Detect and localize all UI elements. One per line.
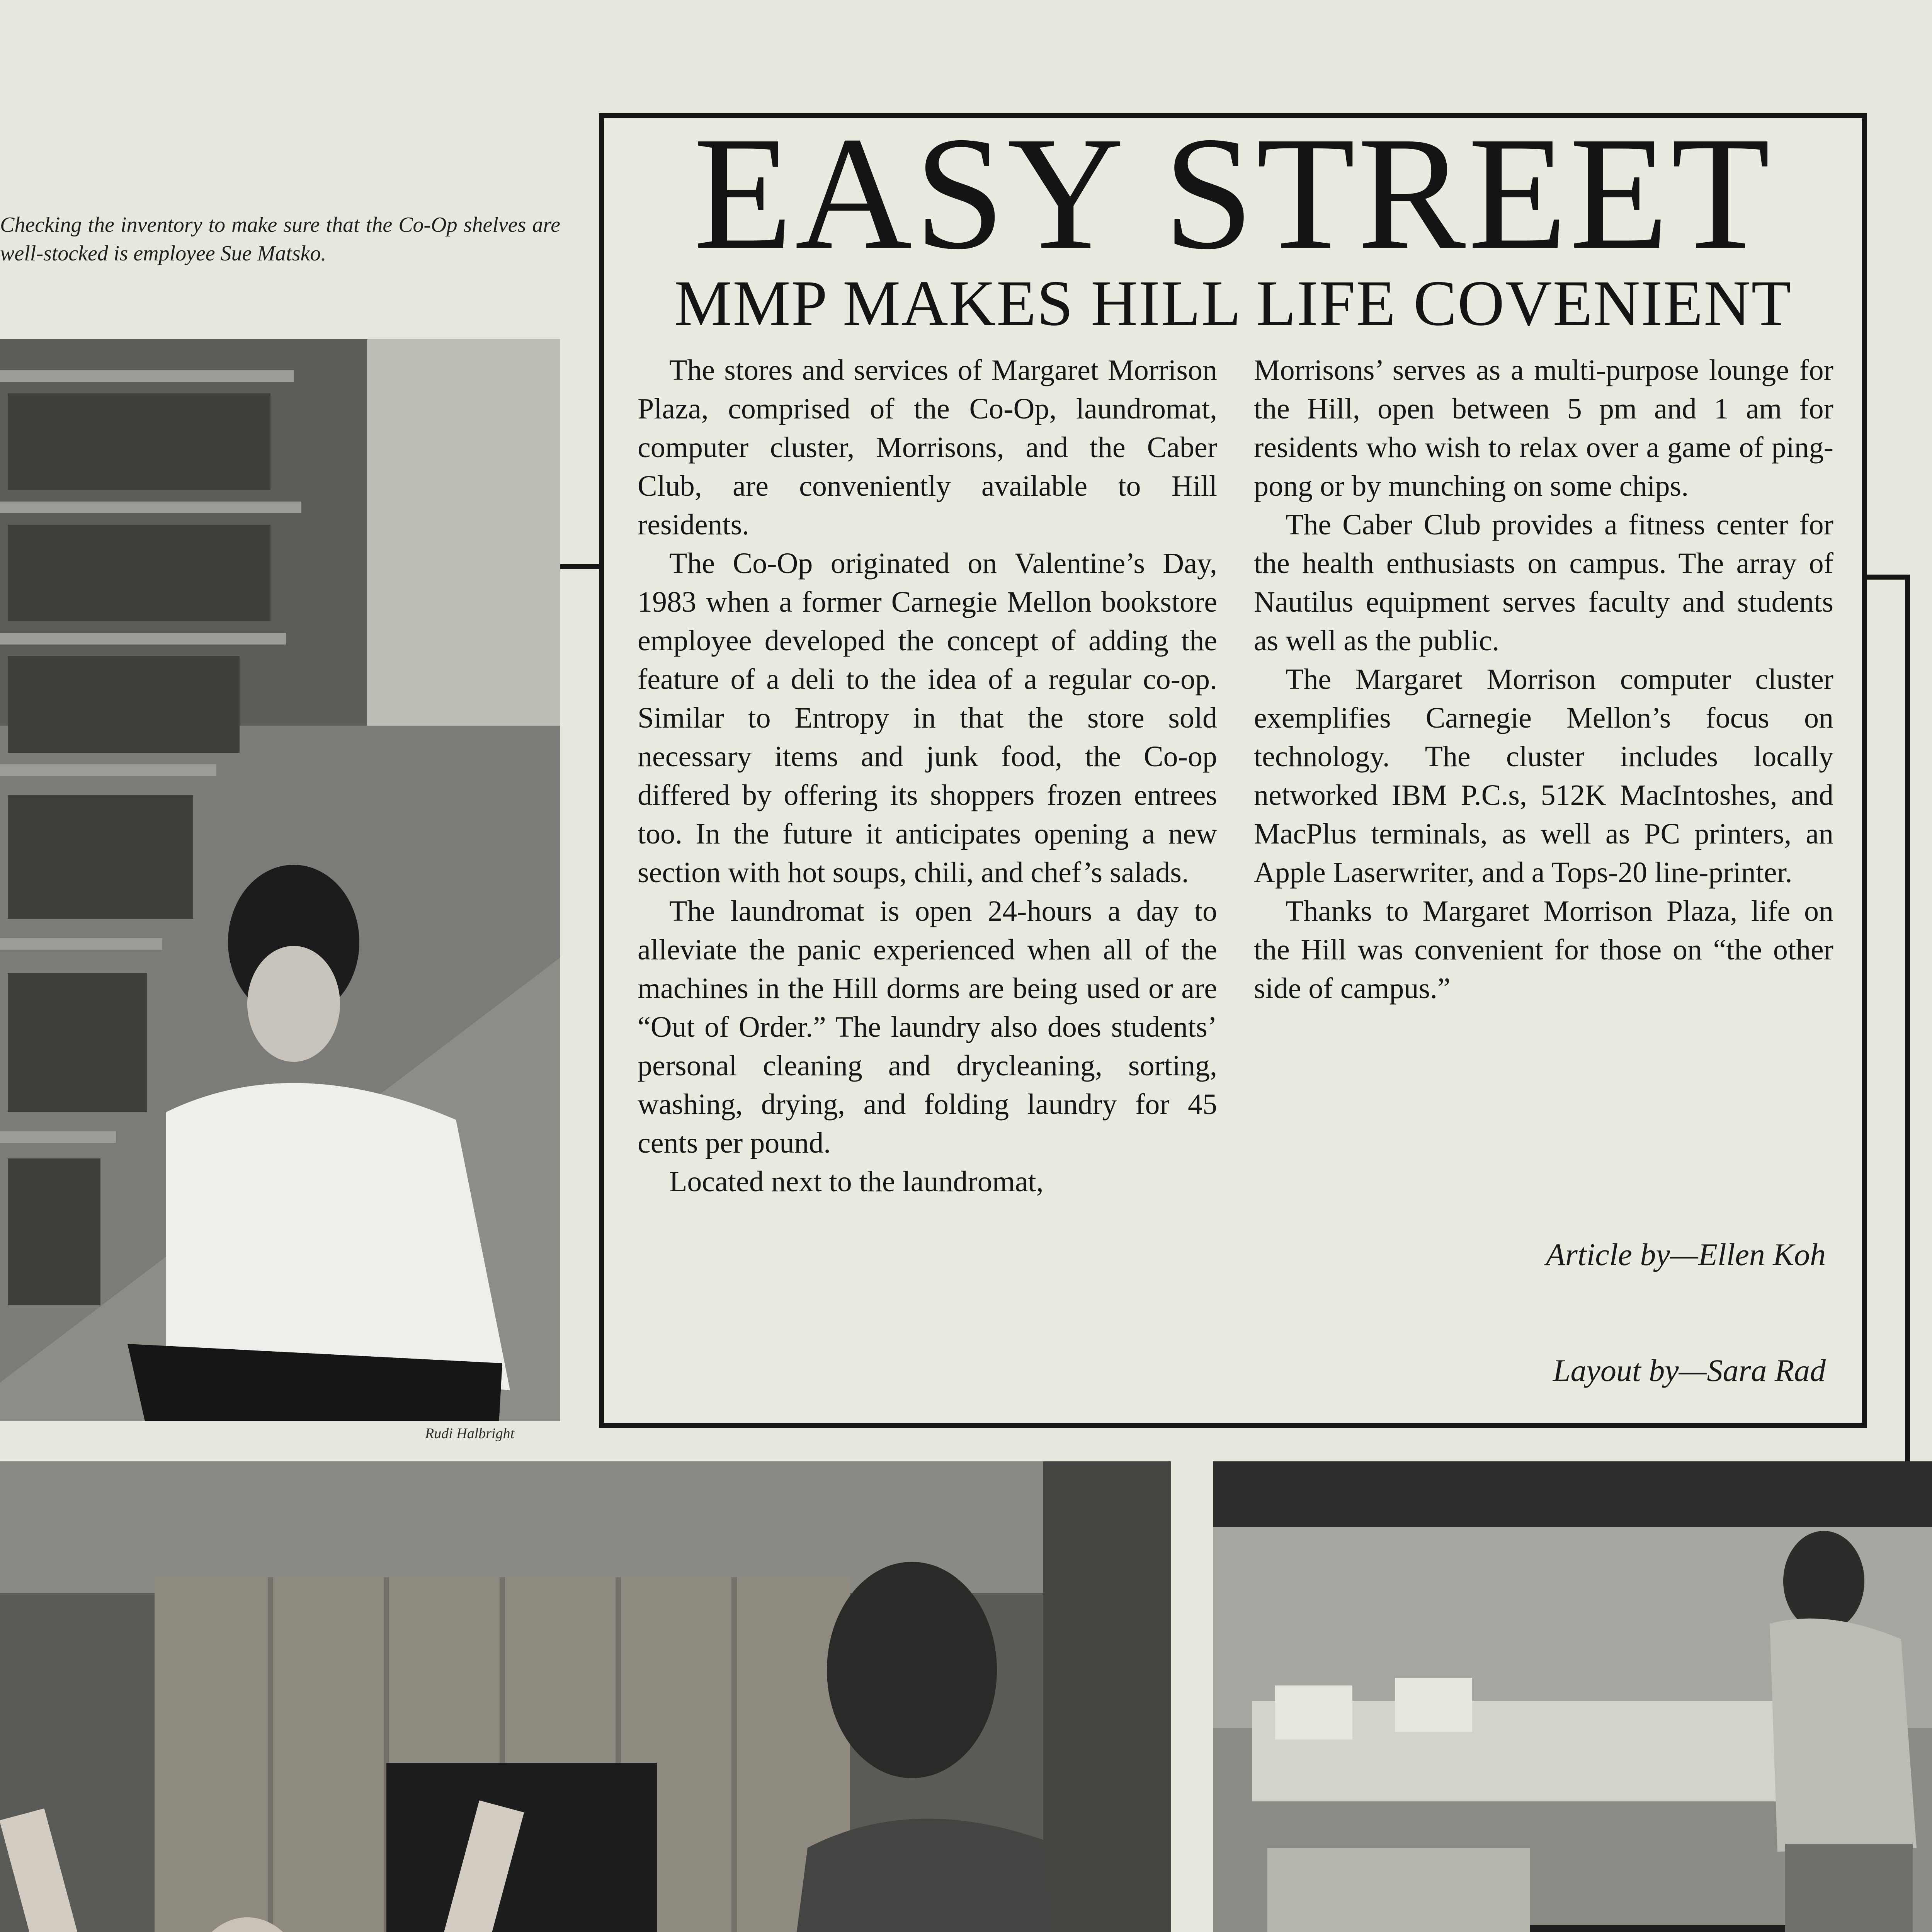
article-paragraph: The laundromat is open 24-hours a day to alleviate the panic experienced when all of the machines in the Hill dorms are being used or are “Out of Order.” The laundry also does students’ personal cleaning and drycleaning, sorting, washing, drying, and folding laundry for 45 cents per pound. [638, 895, 1217, 1159]
box-connector-right-vertical [1905, 575, 1910, 1463]
laundry-photo [1213, 1461, 1932, 1932]
box-connector-left [560, 564, 599, 569]
layout-byline: Layout by—Sara Rad [1553, 1353, 1826, 1388]
article-paragraph: The stores and services of Margaret Morrison Plaza, comprised of the Co-Op, laundromat, computer cluster, Morrisons, and the Caber Club, are conveniently available to Hill residents. [638, 354, 1217, 541]
gym-photo [0, 1461, 1171, 1932]
box-connector-right [1867, 575, 1910, 580]
article-paragraph: Morrisons’ serves as a multi-purpose lounge for the Hill, open between 5 pm and 1 am for residents who wish to relax over a game of ping-pong or by munching on some chips. [1254, 354, 1833, 502]
article-paragraph: The Caber Club provides a fitness center for the health enthusiasts on campus. The array of Nautilus equipment serves faculty and students as well as the public. [1254, 509, 1833, 657]
article-paragraph: Thanks to Margaret Morrison Plaza, life on the Hill was convenient for those on “the other side of campus.” [1254, 895, 1833, 1005]
article-paragraph: The Co-Op originated on Valentine’s Day, 1983 when a former Carnegie Mellon bookstore employee developed the concept of adding the feature of a deli to the idea of a regular co-op. Similar to Entropy in that the store sold necessary items and junk food, the Co-op differed by offering its shoppers frozen entrees too. In the future it anticipates opening a new section with hot soups, chili, and chef’s salads. [638, 547, 1217, 889]
coop-photo-caption: Checking the inventory to make sure that the Co-Op shelves are well-stocked is employee Sue Matsko. [0, 213, 560, 265]
article-subhead: MMP MAKES HILL LIFE COVENIENT [674, 267, 1792, 339]
article-byline: Article by—Ellen Koh [1546, 1237, 1826, 1272]
article-headline: EASY STREET [693, 103, 1773, 283]
article-column-2 [1254, 351, 1833, 1008]
article-column-1 [638, 351, 1217, 1201]
coop-photo [0, 339, 560, 1421]
coop-photo-credit: Rudi Halbright [425, 1425, 515, 1442]
article-paragraph: The Margaret Morrison computer cluster exemplifies Carnegie Mellon’s focus on technology. The cluster includes locally networked IBM P.C.s, 512K MacIntoshes, and MacPlus terminals, as well as PC printers, an Apple Laserwriter, and a Tops-20 line-printer. [1254, 663, 1833, 889]
article-paragraph: Located next to the laundromat, [669, 1165, 1044, 1198]
